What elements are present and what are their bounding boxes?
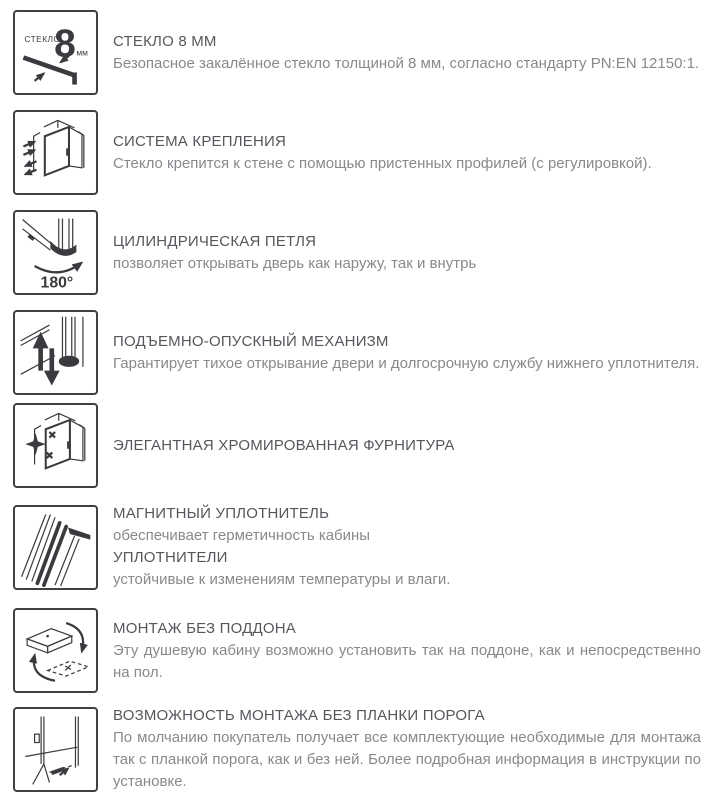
cylindrical-hinge-icon: [13, 210, 98, 295]
feature-title: СТЕКЛО 8 ММ: [113, 32, 217, 50]
feature-text-seal: [113, 503, 712, 591]
feature-text-mounting: [113, 131, 712, 175]
feature-row-hinge: [0, 210, 712, 295]
feature-title: ВОЗМОЖНОСТЬ МОНТАЖА БЕЗ ПЛАНКИ ПОРОГА: [113, 707, 485, 724]
feature-text-no-tray: [113, 618, 712, 684]
glass-thickness-icon: [13, 10, 98, 95]
feature-description: Безопасное закалённое стекло толщиной 8 мм, согласно стандарту PN:EN 12150:1.: [113, 54, 700, 72]
no-threshold-strip-icon: [13, 707, 98, 792]
glass-icon-label: СТЕКЛО: [24, 33, 61, 44]
feature-description: Гарантирует тихое открывание двери и долгосрочную службу нижнего уплотнителя.: [113, 354, 700, 372]
feature-title: ЭЛЕГАНТНАЯ ХРОМИРОВАННАЯ ФУРНИТУРА: [113, 436, 455, 454]
wall-mount-system-icon: [13, 110, 98, 195]
feature-text-glass: [113, 31, 712, 75]
feature-title: СИСТЕМА КРЕПЛЕНИЯ: [113, 132, 287, 150]
feature-title-secondary: УПЛОТНИТЕЛИ: [113, 549, 228, 566]
feature-row-no-threshold: [0, 705, 712, 793]
feature-title: МОНТАЖ БЕЗ ПОДДОНА: [113, 619, 296, 637]
magnetic-seal-icon: [13, 505, 98, 590]
feature-title: МАГНИТНЫЙ УПЛОТНИТЕЛЬ: [113, 505, 330, 522]
feature-row-lift: [0, 310, 712, 395]
glass-icon-value: 8: [54, 22, 76, 66]
feature-text-hinge: [113, 231, 712, 275]
feature-row-chrome: [0, 403, 712, 488]
chrome-hardware-sparkle-icon: [13, 403, 98, 488]
glass-icon-unit: мм: [76, 47, 88, 58]
feature-row-glass: [0, 10, 712, 95]
feature-description: Эту душевую кабину возможно установить так на поддоне, как и непосредственно на пол.: [113, 641, 701, 681]
feature-description: По молчанию покупатель получает все комплектующие необходимые для монтажа так с планкой порога, как и без ней. Более подробная информация в инструкции по установке.: [113, 729, 701, 790]
feature-title: ПОДЪЕМНО-ОПУСКНЫЙ МЕХАНИЗМ: [113, 332, 389, 350]
feature-row-no-tray: [0, 608, 712, 693]
product-features-page: [0, 10, 712, 810]
feature-row-mounting: [0, 110, 712, 195]
hinge-angle-label: 180°: [40, 274, 74, 292]
feature-description: обеспечивает герметичность кабины: [113, 527, 371, 544]
feature-text-chrome: [113, 435, 712, 457]
no-tray-installation-icon: [13, 608, 98, 693]
feature-description-secondary: устойчивые к изменениям температуры и влаги.: [113, 571, 451, 588]
feature-row-seal: [0, 503, 712, 591]
lift-lower-mechanism-icon: [13, 310, 98, 395]
feature-title: ЦИЛИНДРИЧЕСКАЯ ПЕТЛЯ: [113, 232, 317, 250]
feature-text-lift: [113, 331, 712, 375]
feature-description: Стекло крепится к стене с помощью пристенных профилей (с регулировкой).: [113, 154, 652, 172]
feature-text-no-threshold: [113, 705, 712, 793]
feature-description: позволяет открывать дверь как наружу, так и внутрь: [113, 254, 477, 272]
